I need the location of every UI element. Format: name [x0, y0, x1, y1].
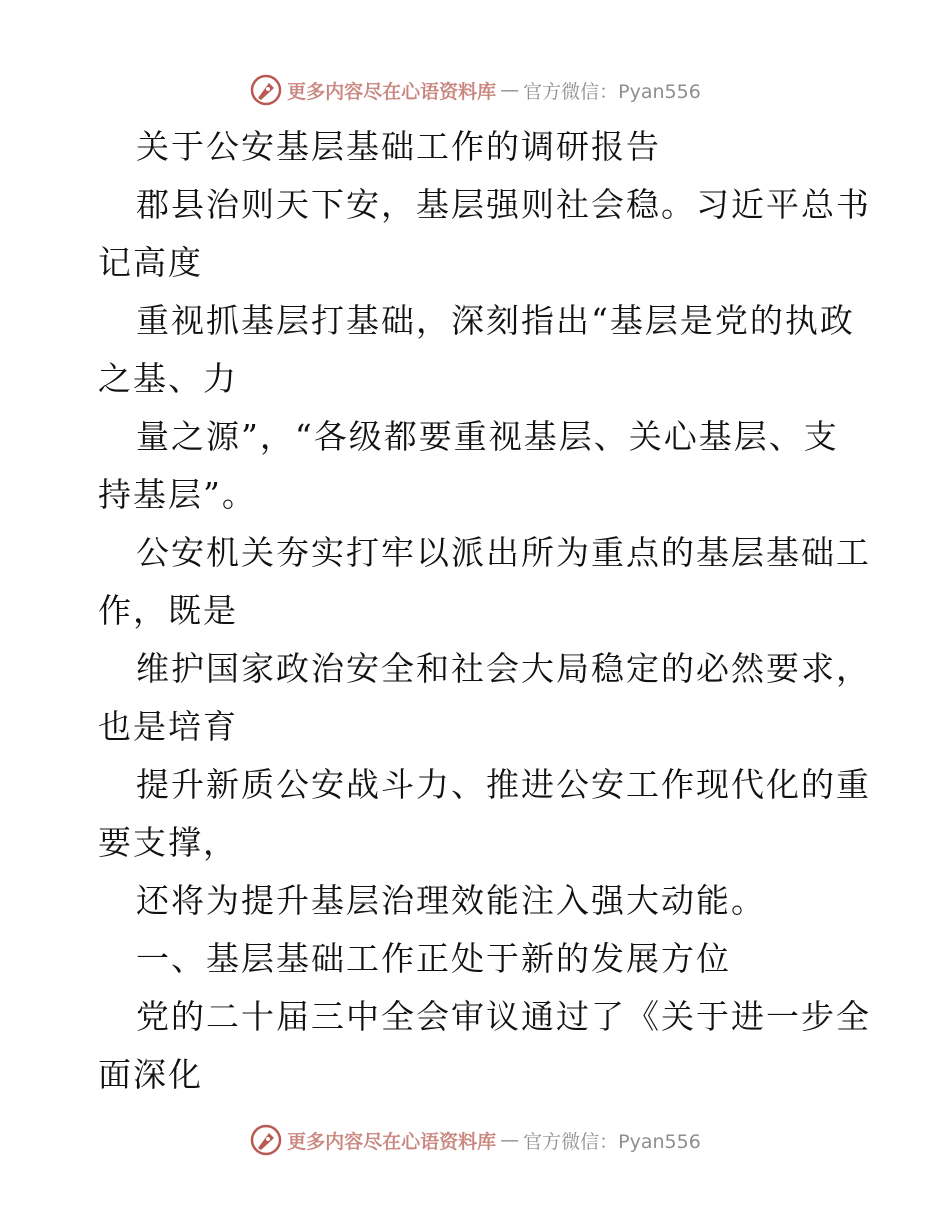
doc-line: 量之源”，“各级都要重视基层、关心基层、支 — [136, 417, 839, 456]
doc-line: 党的二十届三中全会审议通过了《关于进一步全 — [136, 997, 871, 1036]
footer-watermark — [0, 1120, 950, 1160]
doc-line: 提升新质公安战斗力、推进公安工作现代化的重 — [136, 765, 871, 804]
watermark-wechat: 官方微信：Pyan556 — [523, 1130, 701, 1153]
watermark-separator: — — [500, 79, 520, 101]
doc-line: 面深化 — [98, 1055, 203, 1094]
watermark-separator: — — [500, 1129, 520, 1151]
watermark-wechat: 官方微信：Pyan556 — [523, 80, 701, 103]
doc-line: 郡县治则天下安，基层强则社会稳。习近平总书 — [136, 185, 871, 224]
pen-nib-logo-icon — [249, 1123, 283, 1157]
watermark-brand: 更多内容尽在心语资料库 — [287, 1130, 497, 1153]
doc-line: 重视抓基层打基础，深刻指出“基层是党的执政 — [136, 301, 855, 340]
doc-line: 要支撑， — [98, 823, 238, 862]
doc-heading: 一、基层基础工作正处于新的发展方位 — [136, 939, 731, 978]
doc-line: 之基、力 — [98, 359, 238, 398]
doc-line: 关于公安基层基础工作的调研报告 — [136, 127, 661, 166]
document-body — [98, 118, 871, 1104]
doc-line: 维护国家政治安全和社会大局稳定的必然要求， — [136, 649, 871, 688]
doc-line: 持基层”。 — [98, 475, 257, 514]
watermark-brand: 更多内容尽在心语资料库 — [287, 80, 497, 103]
doc-line: 作，既是 — [98, 591, 238, 630]
header-watermark — [0, 70, 950, 110]
doc-line: 也是培育 — [98, 707, 238, 746]
pen-nib-logo-icon — [249, 73, 283, 107]
doc-line: 还将为提升基层治理效能注入强大动能。 — [136, 881, 766, 920]
doc-line: 记高度 — [98, 243, 203, 282]
doc-line: 公安机关夯实打牢以派出所为重点的基层基础工 — [136, 533, 871, 572]
